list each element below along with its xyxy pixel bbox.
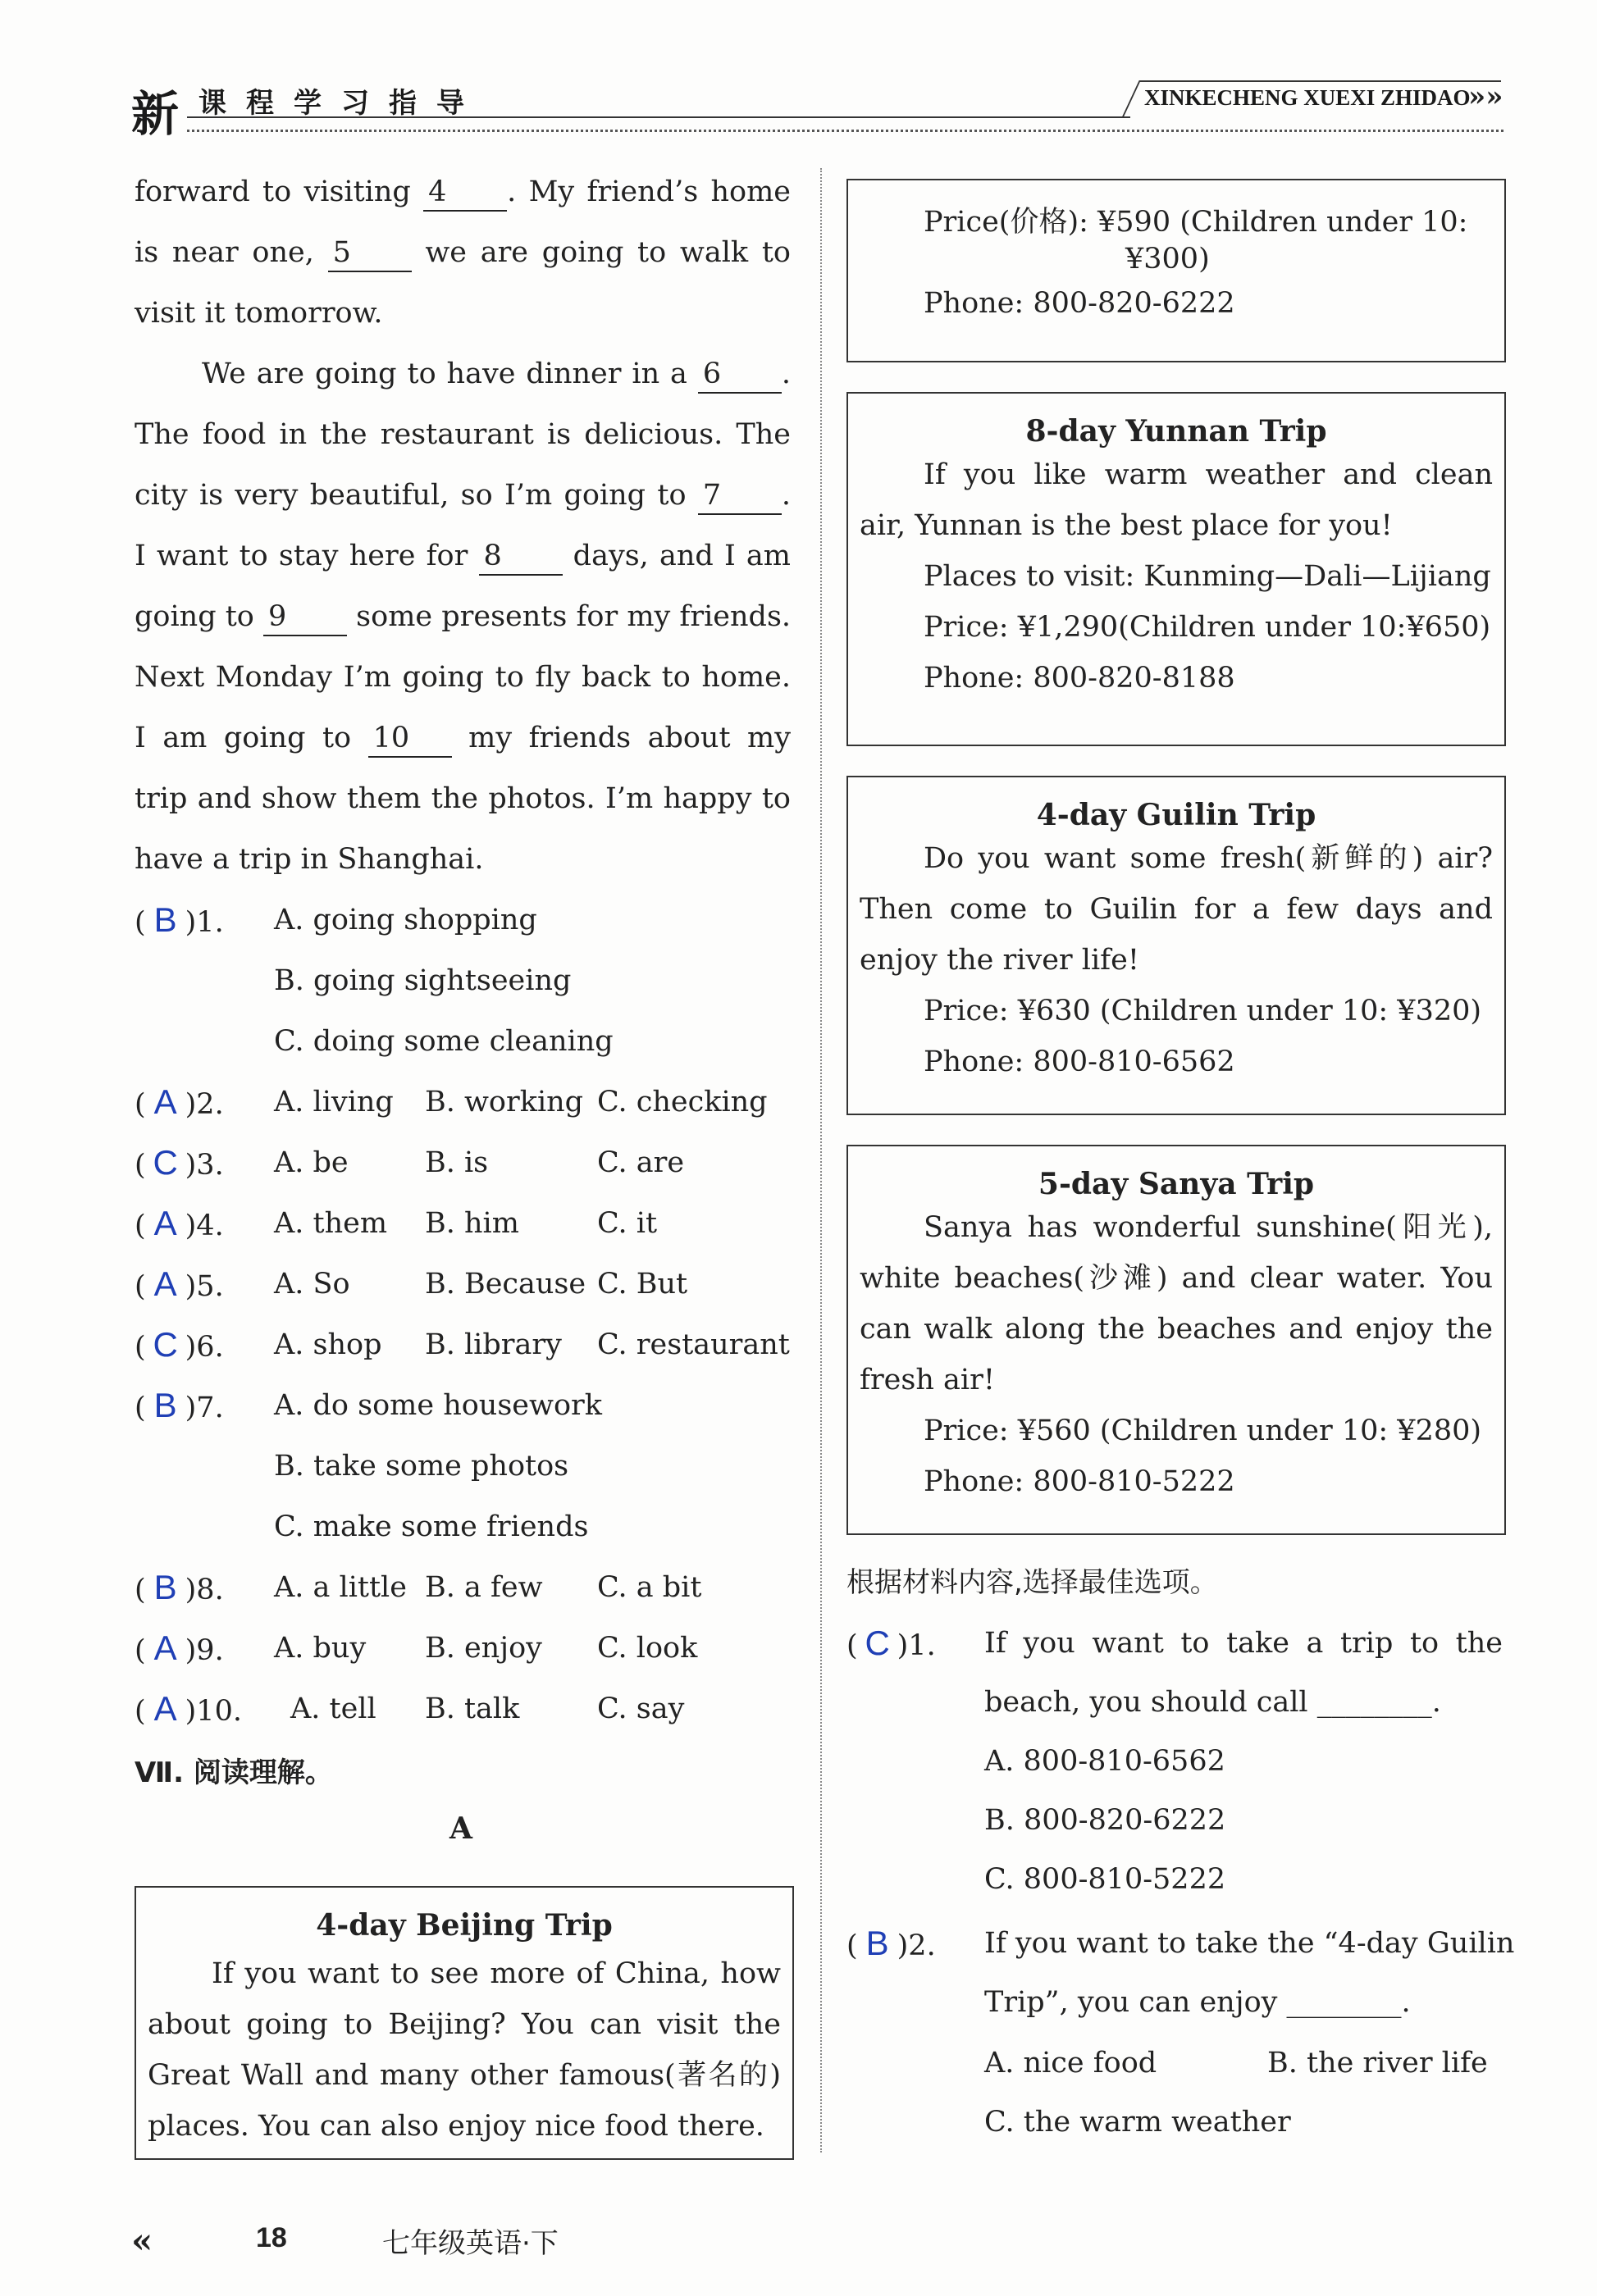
answer: A	[153, 1264, 177, 1303]
sanya-price: Price: ¥560 (Children under 10: ¥280)	[924, 1414, 1482, 1447]
header-rule	[187, 116, 1130, 118]
blank: 9	[263, 599, 347, 636]
passage-line: Next Monday I’m going to fly back to home.	[135, 661, 791, 694]
passage-line: forward to visiting 4 . My friend’s home	[135, 174, 791, 212]
answer: B	[153, 1386, 177, 1424]
blank: 7	[698, 477, 782, 515]
cloze-question-4: ( A )4.	[135, 1204, 224, 1242]
question-stem: If you want to take a trip to the	[984, 1627, 1503, 1660]
blank: 4	[423, 174, 507, 212]
guilin-trip-title: 4-day Guilin Trip	[1036, 798, 1316, 832]
option: B. going sightseeing	[274, 964, 572, 997]
option: C. are	[597, 1146, 685, 1179]
option: A. them	[274, 1207, 388, 1240]
cloze-question-1: ( B )1.	[135, 900, 224, 939]
option: C. But	[597, 1268, 688, 1301]
page-number: 18	[256, 2222, 287, 2253]
passage-line: The food in the restaurant is delicious. The	[135, 418, 791, 451]
sanya-trip-title: 5-day Sanya Trip	[1038, 1167, 1315, 1201]
reading-instruction: 根据材料内容,选择最佳选项。	[846, 1566, 1218, 1599]
beijing-trip-price-box	[846, 179, 1506, 362]
passage-line: We are going to have dinner in a 6 .	[202, 356, 791, 394]
header-slant	[1121, 80, 1140, 118]
beijing-price-child: ¥300)	[1125, 243, 1210, 276]
sanya-trip-box	[846, 1145, 1506, 1535]
option: A. buy	[274, 1632, 367, 1665]
yunnan-places: Places to visit: Kunming—Dali—Lijiang	[924, 560, 1491, 593]
option: C. look	[597, 1632, 698, 1665]
option: B. library	[425, 1328, 562, 1361]
option: A. nice food	[984, 2047, 1157, 2080]
option: A. 800-810-6562	[984, 1745, 1225, 1778]
header-rule-right	[1140, 80, 1501, 82]
beijing-trip-title: 4-day Beijing Trip	[316, 1908, 613, 1943]
cloze-question-10: ( A )10.	[135, 1689, 242, 1728]
passage-line: trip and show them the photos. I’m happy to	[135, 782, 791, 815]
cloze-question-6: ( C )6.	[135, 1325, 224, 1364]
option: A. living	[274, 1086, 394, 1118]
answer: C	[153, 1325, 178, 1364]
option: B. enjoy	[425, 1632, 542, 1665]
question-stem: Trip”, you can enjoy ________.	[984, 1986, 1411, 2019]
option: B. him	[425, 1207, 519, 1240]
answer: C	[153, 1143, 178, 1182]
option: C. a bit	[597, 1571, 702, 1604]
option: A. going shopping	[274, 904, 537, 936]
question-stem: If you want to take the “4-day Guilin	[984, 1927, 1515, 1960]
option: A. a little	[274, 1571, 407, 1604]
blank: 8	[479, 538, 563, 576]
option: B. 800-820-6222	[984, 1804, 1226, 1837]
guilin-phone: Phone: 800-810-6562	[924, 1046, 1235, 1078]
answer: A	[153, 1082, 177, 1121]
header-title-cn: 课程学习指导	[198, 87, 484, 120]
header-logo-char: 新	[131, 86, 180, 142]
option: B. a few	[425, 1571, 543, 1604]
section-heading: Ⅶ. 阅读理解。	[135, 1756, 333, 1789]
passage-line: I want to stay here for 8 days, and I am	[135, 538, 791, 576]
cloze-question-5: ( A )5.	[135, 1264, 224, 1303]
header-title-en: XINKECHENG XUEXI ZHIDAO	[1144, 85, 1471, 110]
answer: C	[865, 1624, 890, 1662]
footer-book-title: 七年级英语·下	[382, 2227, 559, 2260]
passage-line: going to 9 some presents for my friends.	[135, 599, 791, 636]
yunnan-price: Price: ¥1,290(Children under 10:¥650)	[924, 611, 1491, 644]
passage-line: I am going to 10 my friends about my	[135, 720, 791, 758]
blank: 10	[368, 720, 452, 758]
cloze-question-9: ( A )9.	[135, 1629, 224, 1667]
beijing-phone: Phone: 800-820-6222	[924, 287, 1235, 320]
yunnan-phone: Phone: 800-820-8188	[924, 662, 1235, 695]
passage-line: city is very beautiful, so I’m going to 7 .	[135, 477, 791, 515]
cloze-question-7: ( B )7.	[135, 1386, 224, 1424]
option: C. it	[597, 1207, 658, 1240]
option: B. working	[425, 1086, 584, 1118]
option: C. doing some cleaning	[274, 1025, 614, 1058]
beijing-trip-box	[135, 1886, 794, 2160]
cloze-question-3: ( C )3.	[135, 1143, 224, 1182]
passage-line: visit it tomorrow.	[135, 297, 383, 330]
answer: A	[153, 1204, 177, 1242]
beijing-trip-text: If you want to see more of China, how about going to Beijing? You can visit the Great Wall and many other famous(著名的) places. You can also enjoy nice food there.	[148, 1957, 781, 2143]
option: A. be	[274, 1146, 349, 1179]
footer-arrows-icon: «	[131, 2221, 153, 2261]
passage-line: have a trip in Shanghai.	[135, 843, 484, 876]
option: B. take some photos	[274, 1450, 569, 1483]
part-label: A	[449, 1811, 472, 1846]
option: C. make some friends	[274, 1510, 589, 1543]
option: B. the river life	[1267, 2047, 1488, 2080]
guilin-trip-text: Do you want some fresh(新鲜的) air? Then come to Guilin for a few days and enjoy the river life!	[860, 842, 1493, 977]
option: A. shop	[274, 1328, 382, 1361]
passage-line: is near one, 5 we are going to walk to	[135, 235, 791, 272]
option: B. talk	[425, 1692, 520, 1725]
header-dotted-rule	[187, 130, 1503, 132]
option: C. say	[597, 1692, 685, 1725]
option: C. checking	[597, 1086, 768, 1118]
option: A. So	[274, 1268, 350, 1301]
guilin-price: Price: ¥630 (Children under 10: ¥320)	[924, 995, 1482, 1027]
option: C. the warm weather	[984, 2106, 1291, 2139]
option: C. 800-810-5222	[984, 1863, 1226, 1896]
option: B. Because	[425, 1268, 586, 1301]
answer: A	[153, 1629, 177, 1667]
beijing-price: Price(价格): ¥590 (Children under 10:	[924, 206, 1468, 239]
reading-question-2: ( B )2.	[846, 1924, 936, 1962]
option: B. is	[425, 1146, 489, 1179]
answer: A	[153, 1689, 177, 1728]
option: A. do some housework	[274, 1389, 602, 1422]
blank: 5	[328, 235, 412, 272]
option: C. restaurant	[597, 1328, 790, 1361]
yunnan-trip-title: 8-day Yunnan Trip	[1025, 414, 1327, 449]
reading-question-1: ( C )1.	[846, 1624, 936, 1662]
answer: B	[865, 1924, 889, 1962]
sanya-trip-text: Sanya has wonderful sunshine(阳光), white beaches(沙滩) and clear water. You can walk along the beaches and enjoy the fresh air!	[860, 1211, 1493, 1396]
yunnan-trip-text: If you like warm weather and clean air, Yunnan is the best place for you!	[860, 458, 1493, 542]
answer: B	[153, 900, 177, 939]
question-stem: beach, you should call ________.	[984, 1686, 1441, 1719]
blank: 6	[698, 356, 782, 394]
yunnan-trip-box	[846, 392, 1506, 746]
cloze-question-8: ( B )8.	[135, 1568, 224, 1606]
option: A. tell	[290, 1692, 376, 1725]
header-arrows-icon: »»	[1468, 80, 1503, 113]
sanya-phone: Phone: 800-810-5222	[924, 1465, 1235, 1498]
answer: B	[153, 1568, 177, 1606]
cloze-question-2: ( A )2.	[135, 1082, 224, 1121]
column-separator	[820, 168, 822, 2152]
guilin-trip-box	[846, 776, 1506, 1115]
